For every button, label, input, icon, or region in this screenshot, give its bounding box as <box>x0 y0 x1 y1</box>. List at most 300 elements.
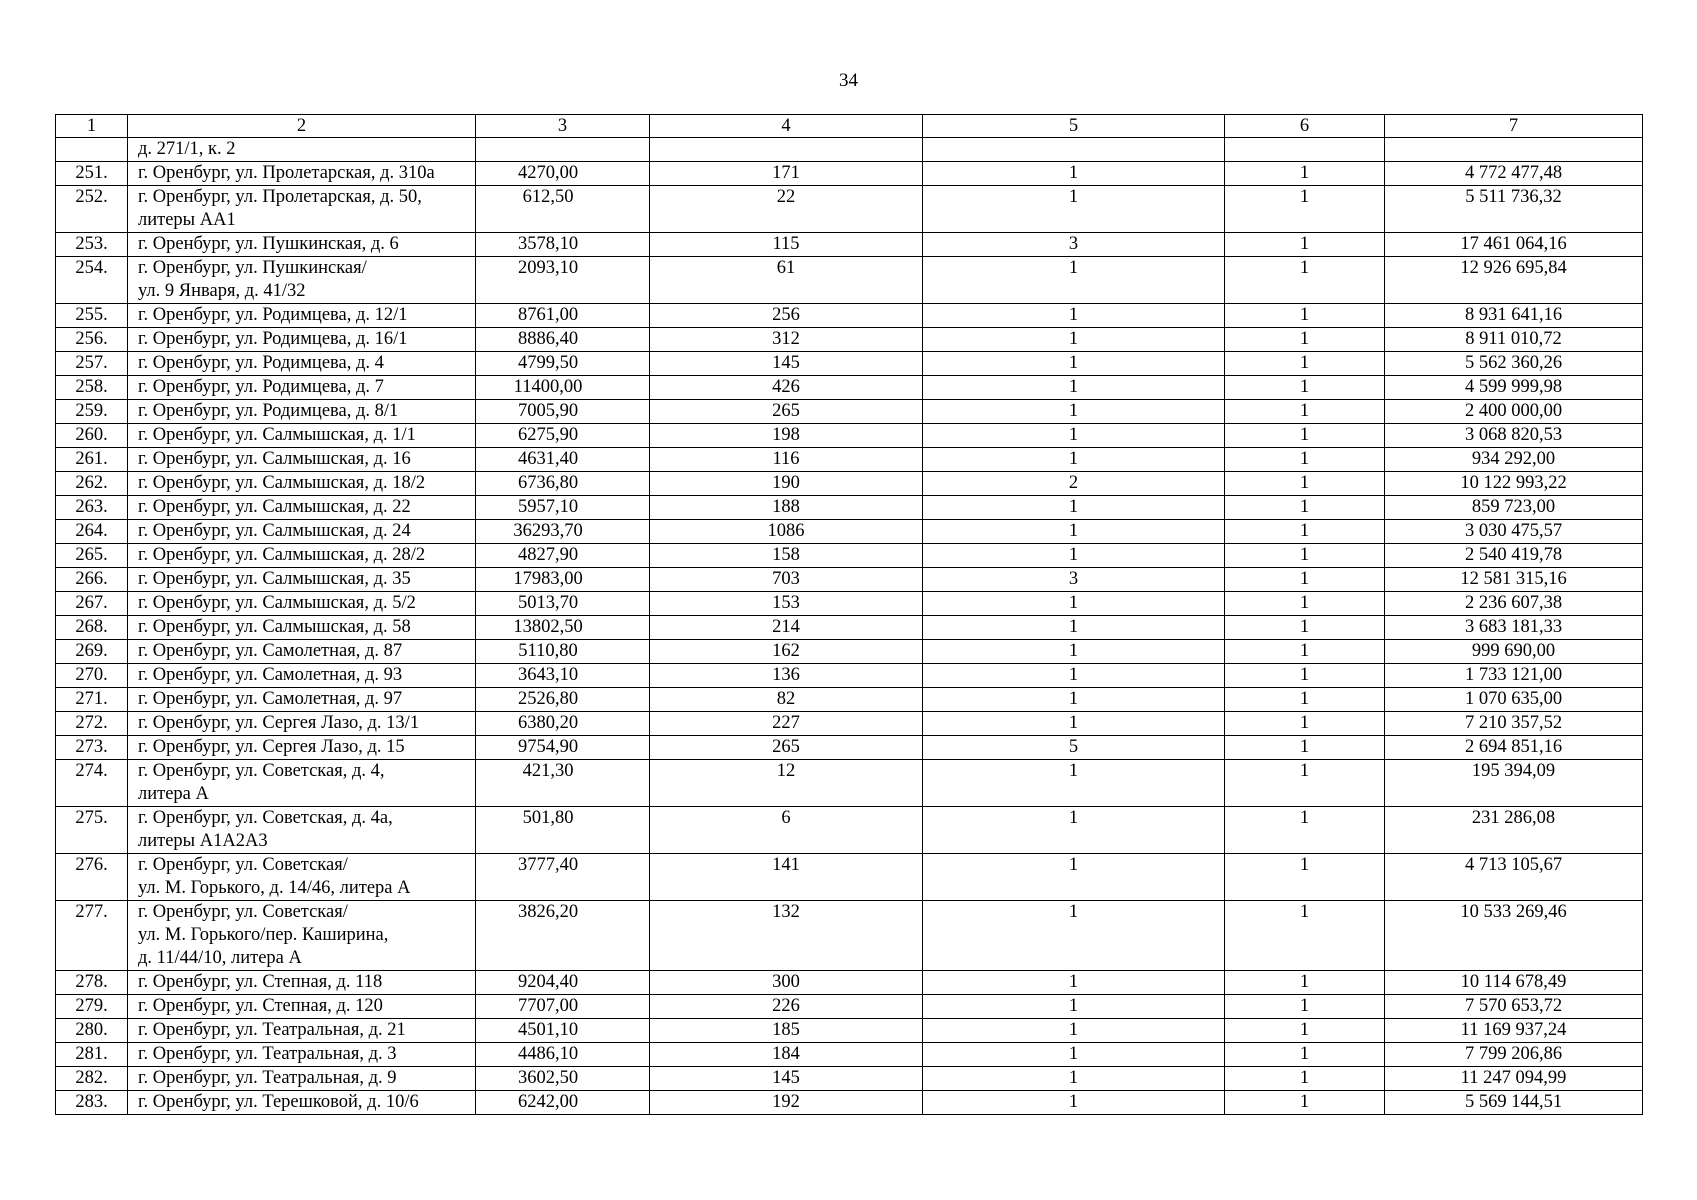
address-cell <box>128 854 476 901</box>
table-row <box>56 1091 1643 1115</box>
col5-cell: 1 <box>923 257 1225 304</box>
table-row <box>56 688 1643 712</box>
address-line: г. Оренбург, ул. Пушкинская, д. 6 <box>138 234 399 254</box>
col5-cell: 1 <box>923 971 1225 995</box>
address-line: г. Оренбург, ул. Салмышская, д. 58 <box>138 617 411 637</box>
col5-cell: 1 <box>923 376 1225 400</box>
col4-cell: 185 <box>650 1019 923 1043</box>
amount-cell: 5 569 144,51 <box>1385 1091 1643 1115</box>
address-line: г. Оренбург, ул. Сергея Лазо, д. 13/1 <box>138 713 420 733</box>
address-line: г. Оренбург, ул. Салмышская, д. 16 <box>138 449 411 469</box>
col5-cell: 1 <box>923 544 1225 568</box>
table-row <box>56 233 1643 257</box>
area-cell: 3826,20 <box>476 901 650 971</box>
address-line: г. Оренбург, ул. Советская, д. 4, <box>138 761 385 781</box>
row-number-cell: 275. <box>56 807 128 854</box>
amount-cell: 11 247 094,99 <box>1385 1067 1643 1091</box>
row-number-cell: 252. <box>56 186 128 233</box>
area-cell: 7005,90 <box>476 400 650 424</box>
area-cell: 5013,70 <box>476 592 650 616</box>
address-cell <box>128 1091 476 1115</box>
address-line: г. Оренбург, ул. Самолетная, д. 93 <box>138 665 403 685</box>
area-cell: 3777,40 <box>476 854 650 901</box>
area-cell: 8886,40 <box>476 328 650 352</box>
address-line: г. Оренбург, ул. Самолетная, д. 97 <box>138 689 403 709</box>
amount-cell: 4 713 105,67 <box>1385 854 1643 901</box>
address-line: г. Оренбург, ул. Театральная, д. 21 <box>138 1020 406 1040</box>
table-row <box>56 664 1643 688</box>
address-line: д. 271/1, к. 2 <box>138 139 236 159</box>
amount-cell: 11 169 937,24 <box>1385 1019 1643 1043</box>
row-number-cell: 272. <box>56 712 128 736</box>
col4-cell: 12 <box>650 760 923 807</box>
amount-cell: 4 772 477,48 <box>1385 162 1643 186</box>
address-cell <box>128 995 476 1019</box>
column-header: 1 <box>56 115 128 138</box>
amount-cell: 195 394,09 <box>1385 760 1643 807</box>
address-line: литеры АА1 <box>138 210 236 230</box>
col4-cell: 226 <box>650 995 923 1019</box>
area-cell: 2093,10 <box>476 257 650 304</box>
col5-cell: 2 <box>923 472 1225 496</box>
col6-cell: 1 <box>1225 640 1385 664</box>
col4-cell: 132 <box>650 901 923 971</box>
area-cell: 4501,10 <box>476 1019 650 1043</box>
col5-cell: 1 <box>923 520 1225 544</box>
table-row <box>56 376 1643 400</box>
col5-cell: 1 <box>923 162 1225 186</box>
col4-cell: 190 <box>650 472 923 496</box>
col6-cell: 1 <box>1225 616 1385 640</box>
row-number-cell: 274. <box>56 760 128 807</box>
address-line: ул. М. Горького, д. 14/46, литера А <box>138 878 411 898</box>
col6-cell: 1 <box>1225 376 1385 400</box>
area-cell: 7707,00 <box>476 995 650 1019</box>
table-row <box>56 424 1643 448</box>
area-cell: 9204,40 <box>476 971 650 995</box>
area-cell: 4486,10 <box>476 1043 650 1067</box>
address-cell <box>128 1067 476 1091</box>
col6-cell: 1 <box>1225 1019 1385 1043</box>
col6-cell: 1 <box>1225 995 1385 1019</box>
column-header: 3 <box>476 115 650 138</box>
address-cell <box>128 448 476 472</box>
col6-cell: 1 <box>1225 233 1385 257</box>
address-line: г. Оренбург, ул. Родимцева, д. 8/1 <box>138 401 399 421</box>
address-cell <box>128 616 476 640</box>
table-row <box>56 304 1643 328</box>
amount-cell: 2 236 607,38 <box>1385 592 1643 616</box>
address-line: г. Оренбург, ул. Салмышская, д. 5/2 <box>138 593 416 613</box>
col5-cell: 1 <box>923 664 1225 688</box>
row-number-cell: 273. <box>56 736 128 760</box>
address-cell <box>128 736 476 760</box>
address-cell <box>128 496 476 520</box>
table-row <box>56 971 1643 995</box>
amount-cell: 2 400 000,00 <box>1385 400 1643 424</box>
address-cell <box>128 352 476 376</box>
col5-cell: 1 <box>923 400 1225 424</box>
area-cell: 612,50 <box>476 186 650 233</box>
col6-cell: 1 <box>1225 304 1385 328</box>
table-body <box>56 115 1643 1115</box>
address-line: г. Оренбург, ул. Салмышская, д. 18/2 <box>138 473 426 493</box>
address-line: г. Оренбург, ул. Родимцева, д. 16/1 <box>138 329 408 349</box>
amount-cell: 231 286,08 <box>1385 807 1643 854</box>
address-line: г. Оренбург, ул. Родимцева, д. 12/1 <box>138 305 408 325</box>
amount-cell <box>1385 138 1643 162</box>
col6-cell: 1 <box>1225 544 1385 568</box>
address-cell <box>128 472 476 496</box>
address-line: г. Оренбург, ул. Пролетарская, д. 310а <box>138 163 435 183</box>
amount-cell: 3 683 181,33 <box>1385 616 1643 640</box>
col5-cell: 1 <box>923 448 1225 472</box>
row-number-cell: 270. <box>56 664 128 688</box>
row-number-cell: 282. <box>56 1067 128 1091</box>
address-cell <box>128 376 476 400</box>
row-number-cell: 267. <box>56 592 128 616</box>
amount-cell: 5 511 736,32 <box>1385 186 1643 233</box>
address-line: г. Оренбург, ул. Самолетная, д. 87 <box>138 641 403 661</box>
area-cell: 9754,90 <box>476 736 650 760</box>
col6-cell: 1 <box>1225 971 1385 995</box>
col6-cell: 1 <box>1225 352 1385 376</box>
amount-cell: 934 292,00 <box>1385 448 1643 472</box>
address-line: г. Оренбург, ул. Сергея Лазо, д. 15 <box>138 737 405 757</box>
table-row <box>56 257 1643 304</box>
address-line: г. Оренбург, ул. Родимцева, д. 7 <box>138 377 384 397</box>
address-line: г. Оренбург, ул. Пролетарская, д. 50, <box>138 187 422 207</box>
column-header: 2 <box>128 115 476 138</box>
registry-table <box>55 114 1643 1115</box>
table-row <box>56 520 1643 544</box>
table-row <box>56 736 1643 760</box>
col4-cell: 426 <box>650 376 923 400</box>
address-cell <box>128 760 476 807</box>
col4-cell: 141 <box>650 854 923 901</box>
col6-cell: 1 <box>1225 688 1385 712</box>
col5-cell: 1 <box>923 901 1225 971</box>
col5-cell: 1 <box>923 640 1225 664</box>
col4-cell: 188 <box>650 496 923 520</box>
col5-cell: 1 <box>923 688 1225 712</box>
table-row <box>56 400 1643 424</box>
table-row <box>56 186 1643 233</box>
row-number-cell: 265. <box>56 544 128 568</box>
address-line: г. Оренбург, ул. Родимцева, д. 4 <box>138 353 384 373</box>
column-header: 6 <box>1225 115 1385 138</box>
col5-cell: 1 <box>923 424 1225 448</box>
address-cell <box>128 712 476 736</box>
amount-cell: 7 799 206,86 <box>1385 1043 1643 1067</box>
address-line: г. Оренбург, ул. Советская/ <box>138 902 348 922</box>
address-line: г. Оренбург, ул. Салмышская, д. 1/1 <box>138 425 416 445</box>
col6-cell: 1 <box>1225 328 1385 352</box>
col5-cell: 1 <box>923 995 1225 1019</box>
table-row <box>56 568 1643 592</box>
table-row <box>56 712 1643 736</box>
amount-cell: 999 690,00 <box>1385 640 1643 664</box>
col5-cell: 1 <box>923 712 1225 736</box>
col4-cell: 1086 <box>650 520 923 544</box>
area-cell: 6380,20 <box>476 712 650 736</box>
area-cell: 4799,50 <box>476 352 650 376</box>
col5-cell: 1 <box>923 1067 1225 1091</box>
col6-cell: 1 <box>1225 568 1385 592</box>
table-row <box>56 1043 1643 1067</box>
col5-cell: 3 <box>923 233 1225 257</box>
area-cell: 6242,00 <box>476 1091 650 1115</box>
amount-cell: 10 114 678,49 <box>1385 971 1643 995</box>
col4-cell: 22 <box>650 186 923 233</box>
area-cell: 6736,80 <box>476 472 650 496</box>
col4-cell: 171 <box>650 162 923 186</box>
address-line: г. Оренбург, ул. Степная, д. 120 <box>138 996 383 1016</box>
amount-cell: 7 210 357,52 <box>1385 712 1643 736</box>
col4-cell: 116 <box>650 448 923 472</box>
address-line: д. 11/44/10, литера А <box>138 948 302 968</box>
row-number-cell: 251. <box>56 162 128 186</box>
amount-cell: 12 926 695,84 <box>1385 257 1643 304</box>
col5-cell: 3 <box>923 568 1225 592</box>
address-line: г. Оренбург, ул. Терешковой, д. 10/6 <box>138 1092 419 1112</box>
row-number-cell: 262. <box>56 472 128 496</box>
address-line: г. Оренбург, ул. Советская, д. 4а, <box>138 808 393 828</box>
row-number-cell: 280. <box>56 1019 128 1043</box>
col5-cell: 1 <box>923 807 1225 854</box>
col4-cell: 6 <box>650 807 923 854</box>
col6-cell: 1 <box>1225 1043 1385 1067</box>
col6-cell: 1 <box>1225 736 1385 760</box>
table-row <box>56 352 1643 376</box>
address-line: г. Оренбург, ул. Советская/ <box>138 855 348 875</box>
column-header: 5 <box>923 115 1225 138</box>
row-number-cell: 278. <box>56 971 128 995</box>
address-line: г. Оренбург, ул. Салмышская, д. 24 <box>138 521 411 541</box>
address-cell <box>128 664 476 688</box>
area-cell: 501,80 <box>476 807 650 854</box>
table-row <box>56 448 1643 472</box>
address-cell <box>128 520 476 544</box>
row-number-cell: 257. <box>56 352 128 376</box>
row-number-cell: 266. <box>56 568 128 592</box>
row-number-cell: 277. <box>56 901 128 971</box>
area-cell: 3643,10 <box>476 664 650 688</box>
row-number-cell: 269. <box>56 640 128 664</box>
address-line: ул. 9 Января, д. 41/32 <box>138 281 306 301</box>
col4-cell: 115 <box>650 233 923 257</box>
amount-cell: 2 540 419,78 <box>1385 544 1643 568</box>
address-cell <box>128 544 476 568</box>
col6-cell: 1 <box>1225 424 1385 448</box>
area-cell: 17983,00 <box>476 568 650 592</box>
row-number-cell: 261. <box>56 448 128 472</box>
amount-cell: 1 733 121,00 <box>1385 664 1643 688</box>
col6-cell: 1 <box>1225 807 1385 854</box>
row-number-cell: 263. <box>56 496 128 520</box>
col5-cell <box>923 138 1225 162</box>
col5-cell: 1 <box>923 854 1225 901</box>
col5-cell: 1 <box>923 760 1225 807</box>
col6-cell: 1 <box>1225 472 1385 496</box>
col6-cell: 1 <box>1225 1067 1385 1091</box>
table-row <box>56 616 1643 640</box>
area-cell: 4270,00 <box>476 162 650 186</box>
col5-cell: 1 <box>923 496 1225 520</box>
area-cell: 4827,90 <box>476 544 650 568</box>
col6-cell: 1 <box>1225 448 1385 472</box>
col6-cell: 1 <box>1225 1091 1385 1115</box>
address-cell <box>128 901 476 971</box>
amount-cell: 8 931 641,16 <box>1385 304 1643 328</box>
address-line: литера А <box>138 784 209 804</box>
amount-cell: 7 570 653,72 <box>1385 995 1643 1019</box>
area-cell: 5110,80 <box>476 640 650 664</box>
row-number-cell: 283. <box>56 1091 128 1115</box>
table-row <box>56 640 1643 664</box>
col6-cell: 1 <box>1225 712 1385 736</box>
address-cell <box>128 138 476 162</box>
col4-cell: 153 <box>650 592 923 616</box>
table-row <box>56 328 1643 352</box>
col4-cell: 703 <box>650 568 923 592</box>
area-cell: 4631,40 <box>476 448 650 472</box>
table-row <box>56 1019 1643 1043</box>
col5-cell: 1 <box>923 328 1225 352</box>
col6-cell: 1 <box>1225 496 1385 520</box>
amount-cell: 10 122 993,22 <box>1385 472 1643 496</box>
col4-cell: 184 <box>650 1043 923 1067</box>
col4-cell: 214 <box>650 616 923 640</box>
area-cell: 11400,00 <box>476 376 650 400</box>
col6-cell: 1 <box>1225 854 1385 901</box>
col4-cell: 162 <box>650 640 923 664</box>
col5-cell: 1 <box>923 352 1225 376</box>
amount-cell: 8 911 010,72 <box>1385 328 1643 352</box>
area-cell: 5957,10 <box>476 496 650 520</box>
address-cell <box>128 568 476 592</box>
table-row <box>56 760 1643 807</box>
address-line: г. Оренбург, ул. Салмышская, д. 35 <box>138 569 411 589</box>
area-cell <box>476 138 650 162</box>
amount-cell: 5 562 360,26 <box>1385 352 1643 376</box>
row-number-cell: 254. <box>56 257 128 304</box>
row-number-cell: 258. <box>56 376 128 400</box>
area-cell: 421,30 <box>476 760 650 807</box>
col5-cell: 1 <box>923 592 1225 616</box>
row-number-cell: 268. <box>56 616 128 640</box>
address-line: г. Оренбург, ул. Салмышская, д. 28/2 <box>138 545 426 565</box>
row-number-cell: 256. <box>56 328 128 352</box>
col6-cell: 1 <box>1225 664 1385 688</box>
address-cell <box>128 162 476 186</box>
table-row <box>56 544 1643 568</box>
address-line: ул. М. Горького/пер. Каширина, <box>138 925 389 945</box>
table-row <box>56 854 1643 901</box>
address-line: г. Оренбург, ул. Степная, д. 118 <box>138 972 383 992</box>
amount-cell: 1 070 635,00 <box>1385 688 1643 712</box>
col4-cell: 227 <box>650 712 923 736</box>
address-cell <box>128 304 476 328</box>
area-cell: 3578,10 <box>476 233 650 257</box>
col4-cell: 312 <box>650 328 923 352</box>
table-row <box>56 807 1643 854</box>
address-cell <box>128 592 476 616</box>
table-row <box>56 1067 1643 1091</box>
col4-cell: 198 <box>650 424 923 448</box>
row-number-cell: 271. <box>56 688 128 712</box>
address-cell <box>128 233 476 257</box>
col6-cell: 1 <box>1225 257 1385 304</box>
address-cell <box>128 424 476 448</box>
address-line: г. Оренбург, ул. Салмышская, д. 22 <box>138 497 411 517</box>
col4-cell: 82 <box>650 688 923 712</box>
amount-cell: 12 581 315,16 <box>1385 568 1643 592</box>
table-row <box>56 592 1643 616</box>
address-cell <box>128 1043 476 1067</box>
address-cell <box>128 971 476 995</box>
row-number-cell: 264. <box>56 520 128 544</box>
column-header: 7 <box>1385 115 1643 138</box>
amount-cell: 10 533 269,46 <box>1385 901 1643 971</box>
table-row <box>56 162 1643 186</box>
table-row <box>56 901 1643 971</box>
address-cell <box>128 1019 476 1043</box>
address-cell <box>128 257 476 304</box>
col5-cell: 1 <box>923 1091 1225 1115</box>
area-cell: 2526,80 <box>476 688 650 712</box>
col4-cell: 145 <box>650 352 923 376</box>
column-header: 4 <box>650 115 923 138</box>
col6-cell <box>1225 138 1385 162</box>
col6-cell: 1 <box>1225 400 1385 424</box>
address-line: г. Оренбург, ул. Пушкинская/ <box>138 258 367 278</box>
col5-cell: 1 <box>923 616 1225 640</box>
col4-cell: 61 <box>650 257 923 304</box>
col5-cell: 5 <box>923 736 1225 760</box>
amount-cell: 4 599 999,98 <box>1385 376 1643 400</box>
row-number-cell: 255. <box>56 304 128 328</box>
area-cell: 13802,50 <box>476 616 650 640</box>
row-number-cell: 259. <box>56 400 128 424</box>
col4-cell: 136 <box>650 664 923 688</box>
address-cell <box>128 688 476 712</box>
col6-cell: 1 <box>1225 186 1385 233</box>
table-row <box>56 472 1643 496</box>
col4-cell <box>650 138 923 162</box>
amount-cell: 3 068 820,53 <box>1385 424 1643 448</box>
column-header-row <box>56 115 1643 138</box>
area-cell: 36293,70 <box>476 520 650 544</box>
row-number-cell: 279. <box>56 995 128 1019</box>
table-row <box>56 138 1643 162</box>
amount-cell: 859 723,00 <box>1385 496 1643 520</box>
row-number-cell: 281. <box>56 1043 128 1067</box>
col4-cell: 192 <box>650 1091 923 1115</box>
address-line: литеры А1А2А3 <box>138 831 268 851</box>
area-cell: 8761,00 <box>476 304 650 328</box>
col6-cell: 1 <box>1225 592 1385 616</box>
address-line: г. Оренбург, ул. Театральная, д. 9 <box>138 1068 397 1088</box>
col5-cell: 1 <box>923 304 1225 328</box>
address-cell <box>128 807 476 854</box>
page-number: 34 <box>839 70 858 91</box>
address-cell <box>128 400 476 424</box>
area-cell: 3602,50 <box>476 1067 650 1091</box>
row-number-cell: 276. <box>56 854 128 901</box>
address-cell <box>128 186 476 233</box>
amount-cell: 2 694 851,16 <box>1385 736 1643 760</box>
